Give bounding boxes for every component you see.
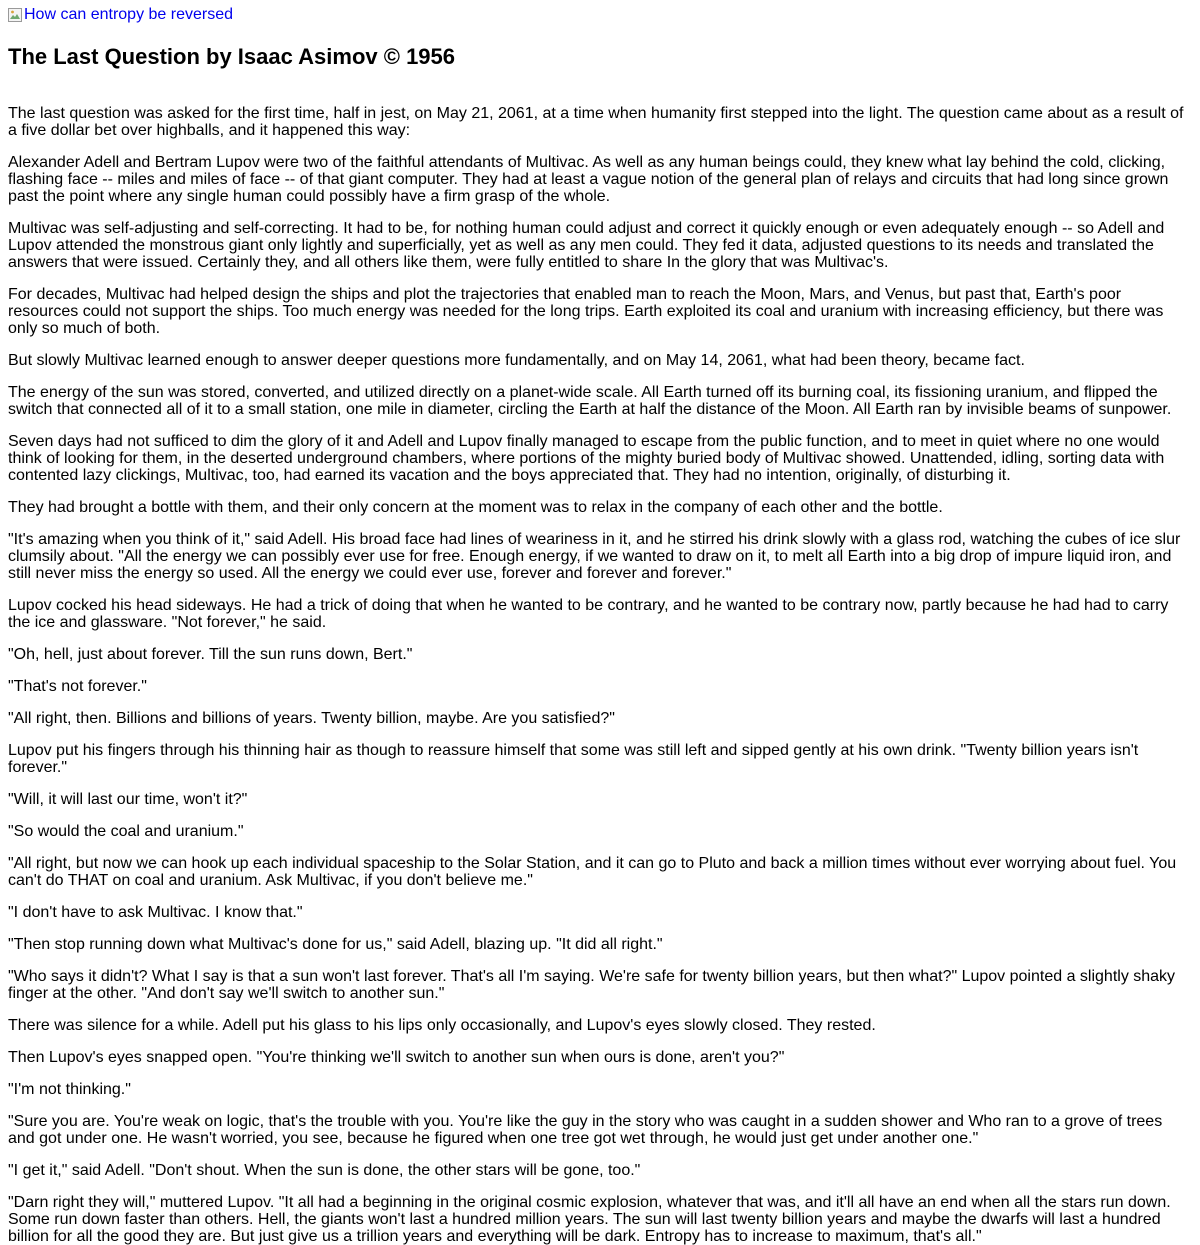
story-paragraph: "Who says it didn't? What I say is that a sun won't last forever. That's all I'm saying. We're safe for twenty billion years, but then what?" Lupov pointed a slightly shaky finger at the other. "And don't say we'll switch to another sun." (8, 968, 1176, 1002)
story-paragraph: "I don't have to ask Multivac. I know that." (8, 904, 303, 921)
story-paragraph: "I'm not thinking." (8, 1081, 131, 1098)
story-paragraph: Multivac was self-adjusting and self-correcting. It had to be, for nothing human could adjust and correct it quickly enough or even adequately enough -- so Adell and Lupov attended the monstrous giant only lightly and superficially, yet as well as any men could. They fed it data, adjusted questions to its needs and translated the answers that were issued. Certainly they, and all others like them, were fully entitled to share In the glory that was Multivac's. (8, 220, 1165, 271)
story-paragraph: "Then stop running down what Multivac's done for us," said Adell, blazing up. "It did all right." (8, 936, 663, 953)
story-paragraph: For decades, Multivac had helped design the ships and plot the trajectories that enabled man to reach the Moon, Mars, and Venus, but past that, Earth's poor resources could not support the ships. Too much energy was needed for the long trips. Earth exploited its coal and uranium with increasing efficiency, but there was only so much of both. (8, 286, 1164, 337)
story-paragraph: "That's not forever." (8, 678, 147, 695)
story-paragraph: "Will, it will last our time, won't it?" (8, 791, 248, 808)
story-paragraph: Lupov cocked his head sideways. He had a trick of doing that when he wanted to be contrary, and he wanted to be contrary now, partly because he had had to carry the ice and glassware. "Not forever," he said. (8, 597, 1169, 631)
image-alt-text[interactable]: How can entropy be reversed (24, 6, 233, 23)
story-paragraph: "So would the coal and uranium." (8, 823, 244, 840)
broken-image-link[interactable] (8, 6, 233, 24)
story-paragraph: Alexander Adell and Bertram Lupov were two of the faithful attendants of Multivac. As well as any human beings could, they knew what lay behind the cold, clicking, flashing face -- miles and miles of face -- of that giant computer. They had at least a vague notion of the general plan of relays and circuits that had long since grown past the point where any single human could possibly have a firm grasp of the whole. (8, 154, 1169, 205)
story-paragraph: There was silence for a while. Adell put his glass to his lips only occasionally, and Lupov's eyes slowly closed. They rested. (8, 1017, 876, 1034)
story-paragraph: "All right, but now we can hook up each individual spaceship to the Solar Station, and it can go to Pluto and back a million times without ever worrying about fuel. You can't do THAT on coal and uranium. Ask Multivac, if you don't believe me." (8, 855, 1177, 889)
story-paragraph: They had brought a bottle with them, and their only concern at the moment was to relax in the company of each other and the bottle. (8, 499, 943, 516)
story-paragraph: "All right, then. Billions and billions of years. Twenty billion, maybe. Are you satisfied?" (8, 710, 615, 727)
story-body (8, 105, 1192, 1245)
story-paragraph: "I get it," said Adell. "Don't shout. When the sun is done, the other stars will be gone, too." (8, 1162, 641, 1179)
story-paragraph: The energy of the sun was stored, converted, and utilized directly on a planet-wide scale. All Earth turned off its burning coal, its fissioning uranium, and flipped the switch that connected all of it to a small station, one mile in diameter, circling the Earth at half the distance of the Moon. All Earth ran by invisible beams of sunpower. (8, 384, 1172, 418)
story-paragraph: Lupov put his fingers through his thinning hair as though to reassure himself that some was still left and sipped gently at his own drink. "Twenty billion years isn't forever." (8, 742, 1139, 776)
story-paragraph: "Sure you are. You're weak on logic, that's the trouble with you. You're like the guy in the story who was caught in a sudden shower and Who ran to a grove of trees and got under one. He wasn't worried, you see, because he figured when one tree got wet through, he would just get under another one." (8, 1113, 1163, 1147)
story-paragraph: Then Lupov's eyes snapped open. "You're thinking we'll switch to another sun when ours is done, aren't you?" (8, 1049, 785, 1066)
broken-image-icon (8, 8, 22, 22)
page-title: The Last Question by Isaac Asimov © 1956 (8, 44, 456, 69)
story-paragraph: The last question was asked for the first time, half in jest, on May 21, 2061, at a time when humanity first stepped into the light. The question came about as a result of a five dollar bet over highballs, and it happened this way: (8, 105, 1184, 139)
story-paragraph: But slowly Multivac learned enough to answer deeper questions more fundamentally, and on May 14, 2061, what had been theory, became fact. (8, 352, 1025, 369)
story-paragraph: "Darn right they will," muttered Lupov. "It all had a beginning in the original cosmic explosion, whatever that was, and it'll all have an end when all the stars run down. Some run down faster than others. Hell, the giants won't last a hundred million years. The sun will last twenty billion years and maybe the dwarfs will last a hundred billion for all the good they are. But just give us a trillion years and everything will be dark. Entropy has to increase to maximum, that's all." (8, 1194, 1171, 1245)
story-paragraph: "It's amazing when you think of it," said Adell. His broad face had lines of weariness in it, and he stirred his drink slowly with a glass rod, watching the cubes of ice slur clumsily about. "All the energy we can possibly ever use for free. Enough energy, if we wanted to draw on it, to melt all Earth into a big drop of impure liquid iron, and still never miss the energy so used. All the energy we could ever use, forever and forever and forever." (8, 531, 1181, 582)
story-paragraph: "Oh, hell, just about forever. Till the sun runs down, Bert." (8, 646, 413, 663)
story-paragraph: Seven days had not sufficed to dim the glory of it and Adell and Lupov finally managed to escape from the public function, and to meet in quiet where no one would think of looking for them, in the deserted underground chambers, where portions of the mighty buried body of Multivac showed. Unattended, idling, sorting data with contented lazy clickings, Multivac, too, had earned its vacation and the boys appreciated that. They had no intention, originally, of disturbing it. (8, 433, 1165, 484)
